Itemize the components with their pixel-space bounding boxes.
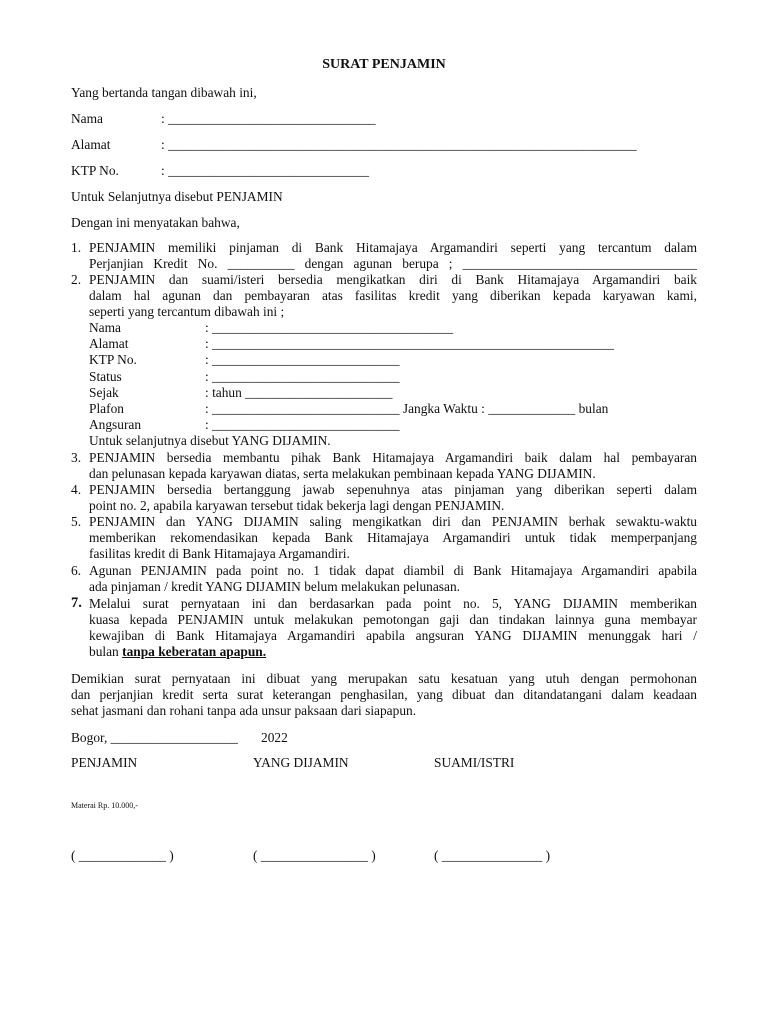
item2-line: PENJAMIN dan suami/isteri bersedia mengikatkan diri di Bank Hitamajaya Argamandiri baik — [89, 272, 697, 287]
item-number: 4. — [71, 482, 82, 497]
field-label-ktp: KTP No. — [71, 163, 119, 178]
item3-line: PENJAMIN bersedia membantu pihak Bank Hitamajaya Argamandiri baik dalam hal pembayaran — [89, 450, 697, 465]
item-number: 7. — [71, 595, 82, 611]
sub-field-label: Sejak — [89, 385, 119, 400]
item1-line: Perjanjian Kredit No. __________ dengan agunan berupa ; ___________________________________ — [89, 256, 697, 271]
item5-line: memberikan rekomendasikan kepada Bank Hitamajaya Argamandiri untuk tidak memperpanjang — [89, 530, 697, 545]
item1-line: PENJAMIN memiliki pinjaman di Bank Hitamajaya Argamandiri seperti yang tercantum dalam — [89, 240, 697, 255]
item2-line: dalam hal agunan dan pembayaran atas fasilitas kredit yang diberikan kepada karyawan kami, — [89, 288, 697, 303]
closing-line: Demikian surat pernyataan ini dibuat yang merupakan satu kesatuan yang utuh dengan permohonan — [71, 671, 697, 686]
item4-line: PENJAMIN bersedia bertanggung jawab sepenuhnya atas pinjaman yang diberikan seperti dalam — [89, 482, 697, 497]
year-text: 2022 — [261, 730, 288, 745]
field-value-alamat: : ______________________________________________________________________ — [161, 137, 637, 152]
place-field: Bogor, ___________________ — [71, 730, 238, 745]
item-number: 1. — [71, 240, 82, 255]
item-number: 2. — [71, 272, 82, 287]
sub-field-label: Angsuran — [89, 417, 142, 432]
item7-line: Melalui surat pernyataan ini dan berdasarkan pada point no. 5, YANG DIJAMIN memberikan — [89, 596, 697, 611]
item7-line: kewajiban di Bank Hitamajaya Argamandiri apabila angsuran YANG DIJAMIN menunggak hari / — [89, 628, 697, 643]
sub-field-label: Nama — [89, 320, 121, 335]
menyatakan-text: Dengan ini menyatakan bahwa, — [71, 215, 240, 230]
item4-line: point no. 2, apabila karyawan tersebut tidak bekerja lagi dengan PENJAMIN. — [89, 498, 505, 513]
sub-field-value: : ____________________________ Jangka Waktu : _____________ bulan — [205, 401, 609, 416]
sign-line-dijamin: ( ________________ ) — [253, 848, 376, 863]
sub-field-value: : ____________________________________ — [205, 320, 454, 335]
item3-line: dan pelunasan kepada karyawan diatas, serta melakukan pembinaan kepada YANG DIJAMIN. — [89, 466, 596, 481]
sub-field-value: : ____________________________ — [205, 352, 400, 367]
item5-line: fasilitas kredit di Bank Hitamajaya Argamandiri. — [89, 546, 350, 561]
signatory-suami-istri: SUAMI/ISTRI — [434, 755, 515, 770]
item7-last-line — [89, 644, 266, 660]
closing-line: sehat jasmani dan rohani tanpa ada unsur paksaan dari siapapun. — [71, 703, 417, 718]
item-number: 5. — [71, 514, 82, 529]
field-value-ktp: : ______________________________ — [161, 163, 369, 178]
disebut-penjamin-text: Untuk Selanjutnya disebut PENJAMIN — [71, 189, 283, 204]
sign-line-penjamin: ( _____________ ) — [71, 848, 174, 863]
sub-field-label: Alamat — [89, 336, 129, 351]
sub-field-value: : ____________________________________________________________ — [205, 336, 614, 351]
document-title: SURAT PENJAMIN — [322, 57, 446, 72]
emphasis-text: tanpa keberatan apapun. — [122, 644, 267, 659]
item-number: 3. — [71, 450, 82, 465]
item6-line: ada pinjaman / kredit YANG DIJAMIN belum melakukan pelunasan. — [89, 579, 461, 594]
signatory-penjamin: PENJAMIN — [71, 755, 138, 770]
materai-note: Materai Rp. 10.000,- — [71, 801, 138, 810]
item7-line: kuasa kepada PENJAMIN untuk melakukan pemotongan gaji dan tindakan lainnya guna membayar — [89, 612, 697, 627]
item2-closing: Untuk selanjutnya disebut YANG DIJAMIN. — [89, 433, 331, 448]
sub-field-value: : ____________________________ — [205, 369, 400, 384]
sub-field-value: : ____________________________ — [205, 417, 400, 432]
field-value-nama: : _______________________________ — [161, 111, 376, 126]
item-number: 6. — [71, 563, 82, 578]
sub-field-label: Status — [89, 369, 122, 384]
field-label-alamat: Alamat — [71, 137, 111, 152]
item5-line: PENJAMIN dan YANG DIJAMIN saling mengikatkan diri dan PENJAMIN berhak sewaktu-waktu — [89, 514, 697, 529]
item6-line: Agunan PENJAMIN pada point no. 1 tidak dapat diambil di Bank Hitamajaya Argamandiri apabila — [89, 563, 697, 578]
closing-line: dan perjanjian kredit serta surat keterangan penghasilan, yang dibuat dan ditandatangani dalam keadaan — [71, 687, 697, 702]
sign-line-suami-istri: ( _______________ ) — [434, 848, 551, 863]
item7-last-prefix: bulan — [89, 644, 123, 659]
item2-line: seperti yang tercantum dibawah ini ; — [89, 304, 285, 319]
sub-field-label: Plafon — [89, 401, 124, 416]
intro-text: Yang bertanda tangan dibawah ini, — [71, 85, 257, 100]
sub-field-label: KTP No. — [89, 352, 137, 367]
signatory-dijamin: YANG DIJAMIN — [253, 755, 349, 770]
field-label-nama: Nama — [71, 111, 103, 126]
sub-field-value: : tahun ______________________ — [205, 385, 393, 400]
